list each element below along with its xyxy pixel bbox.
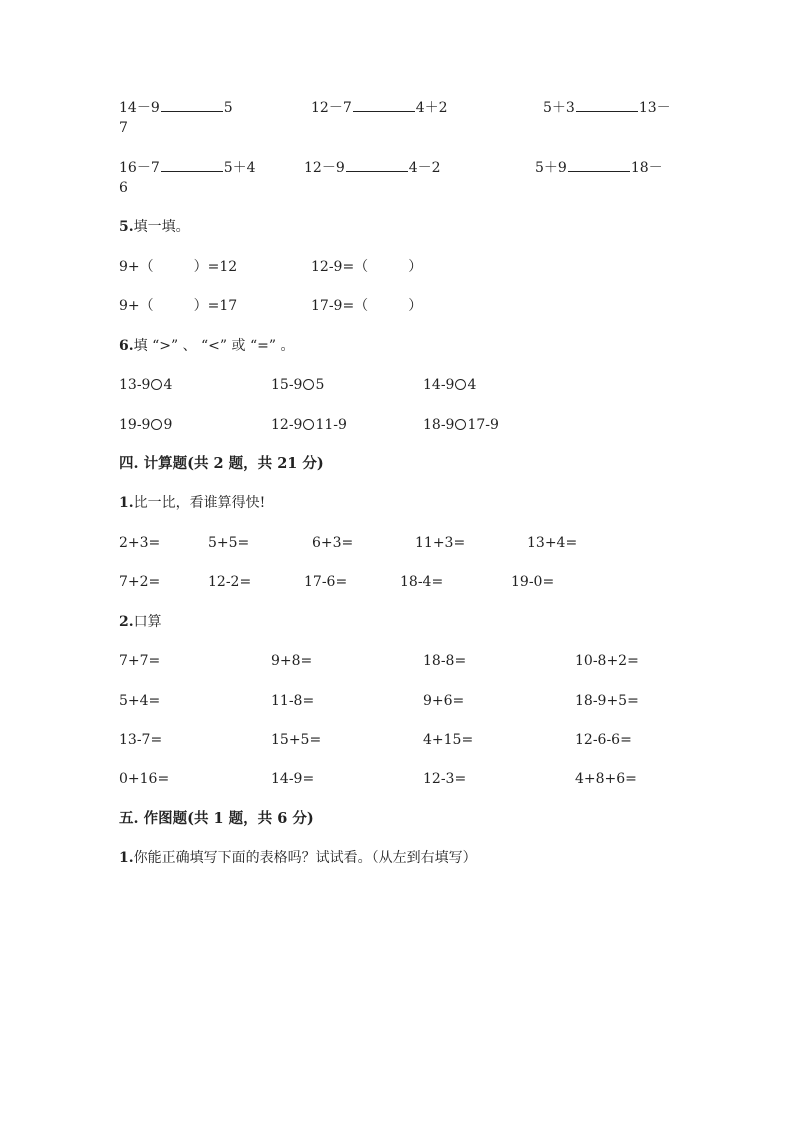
oral-calc-item: 18-8=: [423, 653, 467, 669]
expr-left: 12-9: [271, 417, 303, 433]
expr-left: 14-9: [423, 377, 455, 393]
expr-right: 4: [467, 377, 477, 393]
answer-blank[interactable]: [161, 157, 223, 172]
expr-left: 12－9: [304, 160, 345, 176]
expr-left: 12－7: [311, 100, 352, 116]
question-number: 5.: [119, 219, 134, 235]
question-text: 你能正确填写下面的表格吗？试试看。（从左到右填写）: [133, 850, 477, 866]
oral-calc-item: 12-3=: [423, 771, 467, 787]
answer-circle[interactable]: [455, 379, 466, 390]
fill-after: ）: [408, 259, 423, 275]
calc-item: 7+2=: [119, 574, 161, 590]
expr-right: 5: [315, 377, 325, 393]
question-text: 口算: [133, 614, 162, 630]
oral-calc-item: 9+8=: [271, 653, 313, 669]
calc-item: 11+3=: [415, 535, 466, 551]
section-5-heading: 五. 作图题(共 1 题，共 6 分): [119, 810, 314, 827]
compare-item: [543, 97, 671, 118]
question-number: 6.: [119, 338, 134, 354]
oral-calc-item: 10-8+2=: [575, 653, 639, 669]
fill-item: [311, 296, 422, 316]
oral-calc-item: 11-8=: [271, 693, 315, 709]
question-5-title: [119, 217, 190, 237]
circle-compare-item: [423, 415, 499, 435]
compare-item: [535, 157, 663, 178]
circle-compare-item: [119, 375, 172, 395]
compare-wrap-text: 6: [119, 180, 128, 196]
oral-calc-item: 5+4=: [119, 693, 161, 709]
circle-compare-item: [119, 415, 172, 435]
expr-right: 4: [163, 377, 173, 393]
question-text: 比一比，看谁算得快!: [133, 495, 266, 511]
answer-blank[interactable]: [568, 157, 630, 172]
expr-right: 17-9: [467, 417, 499, 433]
oral-calc-item: 13-7=: [119, 732, 163, 748]
question-1-title: [119, 848, 477, 868]
calc-item: 18-4=: [400, 574, 444, 590]
answer-circle[interactable]: [303, 419, 314, 430]
oral-calc-item: 4+8+6=: [575, 771, 637, 787]
answer-circle[interactable]: [151, 379, 162, 390]
expr-left: 18-9: [423, 417, 455, 433]
expr-right: 13－: [638, 100, 671, 116]
oral-calc-item: 12-6-6=: [575, 732, 632, 748]
answer-blank[interactable]: [353, 97, 415, 112]
answer-blank[interactable]: [161, 97, 223, 112]
answer-circle[interactable]: [303, 379, 314, 390]
compare-wrap-text: 7: [119, 120, 128, 136]
question-2-title: [119, 612, 162, 632]
expr-right: 4－2: [408, 160, 441, 176]
calc-item: 5+5=: [208, 535, 250, 551]
fill-after: ）=12: [193, 259, 238, 275]
oral-calc-item: 14-9=: [271, 771, 315, 787]
calc-item: 19-0=: [511, 574, 555, 590]
question-number: 2.: [119, 614, 134, 630]
question-number: 1.: [119, 850, 134, 866]
fill-item: [119, 257, 237, 277]
fill-item: [119, 296, 237, 316]
oral-calc-item: 9+6=: [423, 693, 465, 709]
answer-circle[interactable]: [455, 419, 466, 430]
expr-left: 13-9: [119, 377, 151, 393]
question-1-title: [119, 493, 265, 513]
expr-right: 5: [223, 100, 233, 116]
circle-compare-item: [423, 375, 476, 395]
calc-item: 6+3=: [312, 535, 354, 551]
section-4-heading: 四. 计算题(共 2 题，共 21 分): [119, 455, 324, 472]
expr-left: 5＋3: [543, 100, 575, 116]
expr-left: 15-9: [271, 377, 303, 393]
expr-right: 4＋2: [415, 100, 448, 116]
question-text: 填一填。: [133, 219, 190, 235]
expr-right: 18－: [630, 160, 663, 176]
compare-item: [311, 97, 448, 118]
fill-before: 12-9=（: [311, 259, 369, 275]
compare-item: [119, 157, 256, 178]
oral-calc-item: 4+15=: [423, 732, 474, 748]
fill-after: ）=17: [193, 298, 238, 314]
expr-left: 16－7: [119, 160, 160, 176]
oral-calc-item: 0+16=: [119, 771, 170, 787]
oral-calc-item: 7+7=: [119, 653, 161, 669]
fill-item: [311, 257, 422, 277]
calc-item: 17-6=: [304, 574, 348, 590]
expr-right: 9: [163, 417, 173, 433]
oral-calc-item: 15+5=: [271, 732, 322, 748]
question-number: 1.: [119, 495, 134, 511]
calc-item: 12-2=: [208, 574, 252, 590]
question-6-title: [119, 336, 294, 356]
calc-item: 2+3=: [119, 535, 161, 551]
circle-compare-item: [271, 415, 347, 435]
oral-calc-item: 18-9+5=: [575, 693, 639, 709]
calc-item: 13+4=: [527, 535, 578, 551]
expr-right: 11-9: [315, 417, 347, 433]
fill-before: 9+（: [119, 298, 154, 314]
fill-before: 17-9=（: [311, 298, 369, 314]
answer-blank[interactable]: [576, 97, 638, 112]
question-text: 填 “>” 、 “<” 或 “=” 。: [133, 338, 295, 354]
answer-blank[interactable]: [346, 157, 408, 172]
expr-left: 14－9: [119, 100, 160, 116]
answer-circle[interactable]: [151, 419, 162, 430]
fill-after: ）: [408, 298, 423, 314]
fill-before: 9+（: [119, 259, 154, 275]
circle-compare-item: [271, 375, 324, 395]
expr-left: 5＋9: [535, 160, 567, 176]
expr-right: 5＋4: [223, 160, 256, 176]
expr-left: 19-9: [119, 417, 151, 433]
compare-item: [119, 97, 233, 118]
compare-item: [304, 157, 441, 178]
